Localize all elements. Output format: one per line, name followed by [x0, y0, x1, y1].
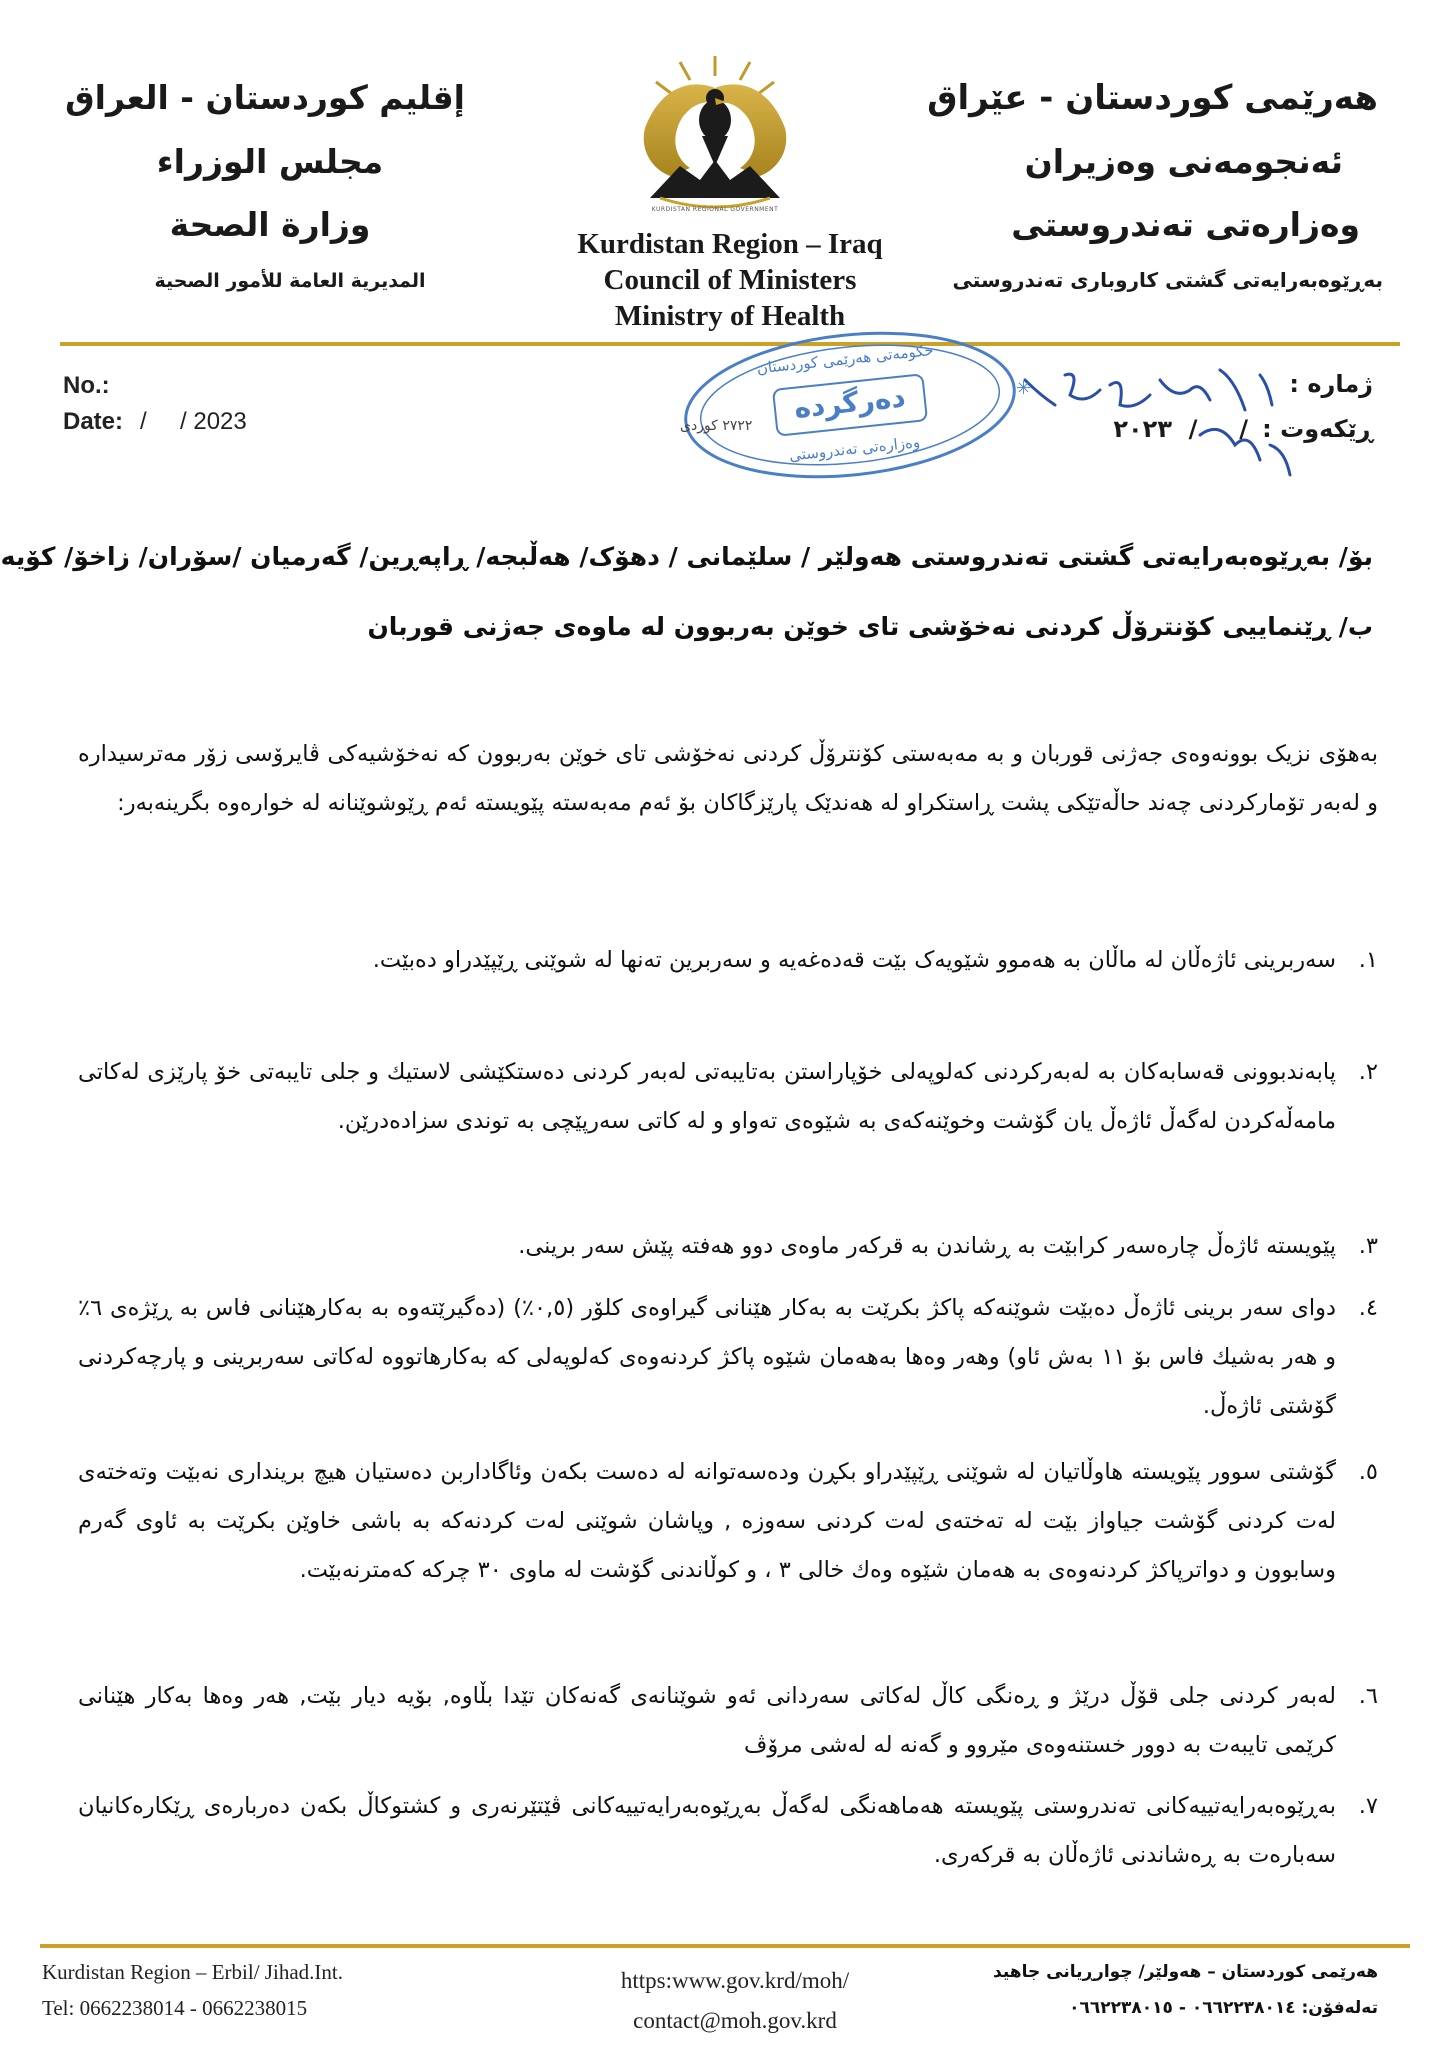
footer-website[interactable]: https:www.gov.krd/moh/ — [620, 1968, 850, 1993]
ku-date-label: ڕێکەوت : — [1262, 415, 1373, 443]
list-item — [78, 1448, 1378, 1595]
footer-divider — [40, 1944, 1410, 1948]
footer-phone-en: Tel: 0662238014 - 0662238015 — [42, 1996, 308, 2020]
ku-council: ئەنجومەنی وەزیران — [1024, 142, 1343, 181]
emblem-caption: KURDISTAN REGIONAL GOVERNMENT — [651, 206, 779, 213]
footer-email[interactable]: contact@moh.gov.krd — [633, 2008, 837, 2033]
footer-phone-ku: تەلەفۆن: ٠٦٦٢٢٣٨٠١٤ - ٠٦٦٢٢٣٨٠١٥ — [1069, 1998, 1378, 2018]
item-number: ٧. — [1358, 1793, 1378, 1819]
list-item — [78, 1284, 1378, 1431]
item-number: ٢. — [1358, 1059, 1378, 1085]
item-text: سەربرینی ئاژەڵان لە ماڵان بە هەموو شێویەک بێت قەدەغەیە و سەربرین تەنها لە شوێنی ڕێپێدراو دەبێت. — [372, 947, 1336, 973]
item-text: گۆشتی سوور پێویستە هاوڵاتیان لە شوێنی ڕێپێدراو بکڕن ودەسەتوانە لە دەست بکەن وئاگاداربن دەستیان هیچ برینداری نەبێت وتەختەی لەت کردنی گۆشت جیاواز بێت لە تەختەی لەت کردنی سەوزە , وپاشان شوێنی لەت کردنەکە بە باشی خاوێن بکرێت بە ئاوی گەرم وسابوون و دواترپاکژ کردنەوەی بە هەمان شێوە وەك خالی ٣ ، و کوڵاندنی گۆشت لە ماوی ٣٠ چرکە کەمترنەبێت. — [78, 1459, 1336, 1583]
item-number: ٥. — [1358, 1459, 1378, 1485]
list-item — [78, 1048, 1378, 1146]
ar-directorate: المديرية العامة للأمور الصحية — [154, 270, 426, 292]
en-council: Council of Ministers — [603, 264, 857, 296]
footer-address-ku: هەرێمی کوردستان – هەولێر/ چوارڕیانی جاهید — [993, 1962, 1378, 1982]
item-number: ٣. — [1358, 1233, 1378, 1259]
item-text: لەبەر کردنی جلی قۆڵ درێژ و ڕەنگی کاڵ لەکاتی سەردانی ئەو شوێنانەی گەنەکان تێدا بڵاوە, بۆیە دیار بێت, هەر وەها بەکار هێنانی کرێمی تایبەت بە دوور خستنەوەی مێروو و گەنە لە لەشی مرۆڤ — [78, 1683, 1336, 1758]
no-label: No.: — [63, 372, 110, 399]
ku-directorate: بەڕێوەبەرایەتی گشتی کاروباری تەندروستی — [952, 268, 1383, 292]
date-label: Date: — [63, 408, 124, 435]
registry-stamp — [673, 313, 1027, 498]
stamp-star-icon: ✳ — [1016, 378, 1032, 399]
list-item — [78, 1672, 1378, 1770]
subject-to-line: بۆ/ بەڕێوەبەرایەتی گشتی تەندروستی هەولێر / سلێمانی / دهۆک/ هەڵبجە/ ڕاپەڕین/ گەرمیان /سۆران/ زاخۆ/ کۆیە — [0, 542, 1373, 571]
kurdistan-emblem-icon — [620, 48, 810, 218]
intro-paragraph: بەهۆی نزیک بوونەوەی جەژنی قوربان و بە مەبەستی کۆنترۆڵ کردنی نەخۆشی تای خوێن بەربوون کە نەخۆشیەکی ڤایرۆسی زۆر مەترسیدارە و لەبەر تۆمارکردنی چەند حاڵەتێکی پشت ڕاستکراو لە هەندێک پارێزگاکان بۆ ئەم مەبەستە پێویستە ئەم ڕێوشوێنانە لە خوارەوە بگرینەبەر: — [78, 741, 1378, 816]
ku-date-value: / / ٢٠٢٣ — [1113, 415, 1248, 443]
ar-ministry: وزارة الصحة — [169, 205, 371, 244]
item-number: ١. — [1358, 947, 1378, 973]
item-number: ٦. — [1358, 1683, 1378, 1709]
en-ministry: Ministry of Health — [614, 300, 846, 332]
stamp-center-text: دەرگرده — [792, 380, 907, 425]
list-item — [78, 1782, 1378, 1880]
en-region: Kurdistan Region – Iraq — [577, 228, 883, 260]
footer-address-en: Kurdistan Region – Erbil/ Jihad.Int. — [42, 1960, 343, 1984]
list-item — [78, 1222, 1378, 1271]
date-value: / / 2023 — [140, 408, 247, 435]
ku-ministry: وەزارەتی تەندروستی — [1011, 205, 1360, 244]
item-number: ٤. — [1358, 1295, 1378, 1321]
subject-re-line: ب/ ڕێنماییی کۆنترۆڵ کردنی نەخۆشی تای خوێن بەربوون لە ماوەی جەژنی قوربان — [367, 612, 1373, 641]
ku-region: هەرێمی کوردستان - عێراق — [927, 78, 1378, 118]
handwritten-number-signature — [1010, 350, 1300, 490]
stamp-side-text: ٢٧٢٢ کوردی — [680, 418, 753, 434]
item-text: پابەندبوونی قەسابەکان بە لەبەرکردنی کەلوپەلی خۆپاراستن بەتایبەتی لەبەر کردنی دەستکێشی لاستیك و جلی تایبەتی خۆ پارێزی لەکاتی مامەڵەکردن لەگەڵ ئاژەڵ یان گۆشت وخوێنەکەی بە شێوەی تەواو و لە کاتی سەرپێچی بە توندی سزادەدرێن. — [78, 1059, 1336, 1134]
item-text: پێویستە ئاژەڵ چارەسەر کرابێت بە ڕشاندن بە قرکەر ماوەی دوو هەفتە پێش سەر برینی. — [518, 1233, 1336, 1259]
ar-council: مجلس الوزراء — [156, 142, 384, 181]
ar-region: إقليم كوردستان - العراق — [65, 78, 465, 117]
stamp-bottom-text: وەزارەتی تەندروستی — [788, 432, 921, 465]
ku-no-label: ژمارە : — [1289, 370, 1373, 398]
item-text: دوای سەر برینی ئاژەڵ دەبێت شوێنەکە پاکژ بکرێت بە بەکار هێنانی گیراوەی کلۆر (٠,٥٪) (دەگیرێتەوە بە بەکارهێنانی فاس بە ڕێژەی ٦٪ و هەر بەشیك فاس بۆ ١١ بەش ئاو) وهەر وەها بەهەمان شێوە پاکژ کردنەوەی کەلوپەلی کە بەکارهاتووە لەکاتی سەربرینی و پارچەکردنی گۆشتی ئاژەڵ. — [78, 1295, 1336, 1419]
list-item — [78, 936, 1378, 985]
stamp-top-text: حکومەتی هەرێمی کوردستان — [755, 341, 935, 378]
item-text: بەڕێوەبەرایەتییەکانی تەندروستی پێویستە هەماهەنگی لەگەڵ بەڕێوەبەرایەتییەکانی ڤێتێرنەری و کشتوکاڵ بکەن دەربارەی ڕێکارەکانیان سەبارەت بە ڕەشاندنی ئاژەڵان بە قرکەری. — [78, 1793, 1336, 1868]
